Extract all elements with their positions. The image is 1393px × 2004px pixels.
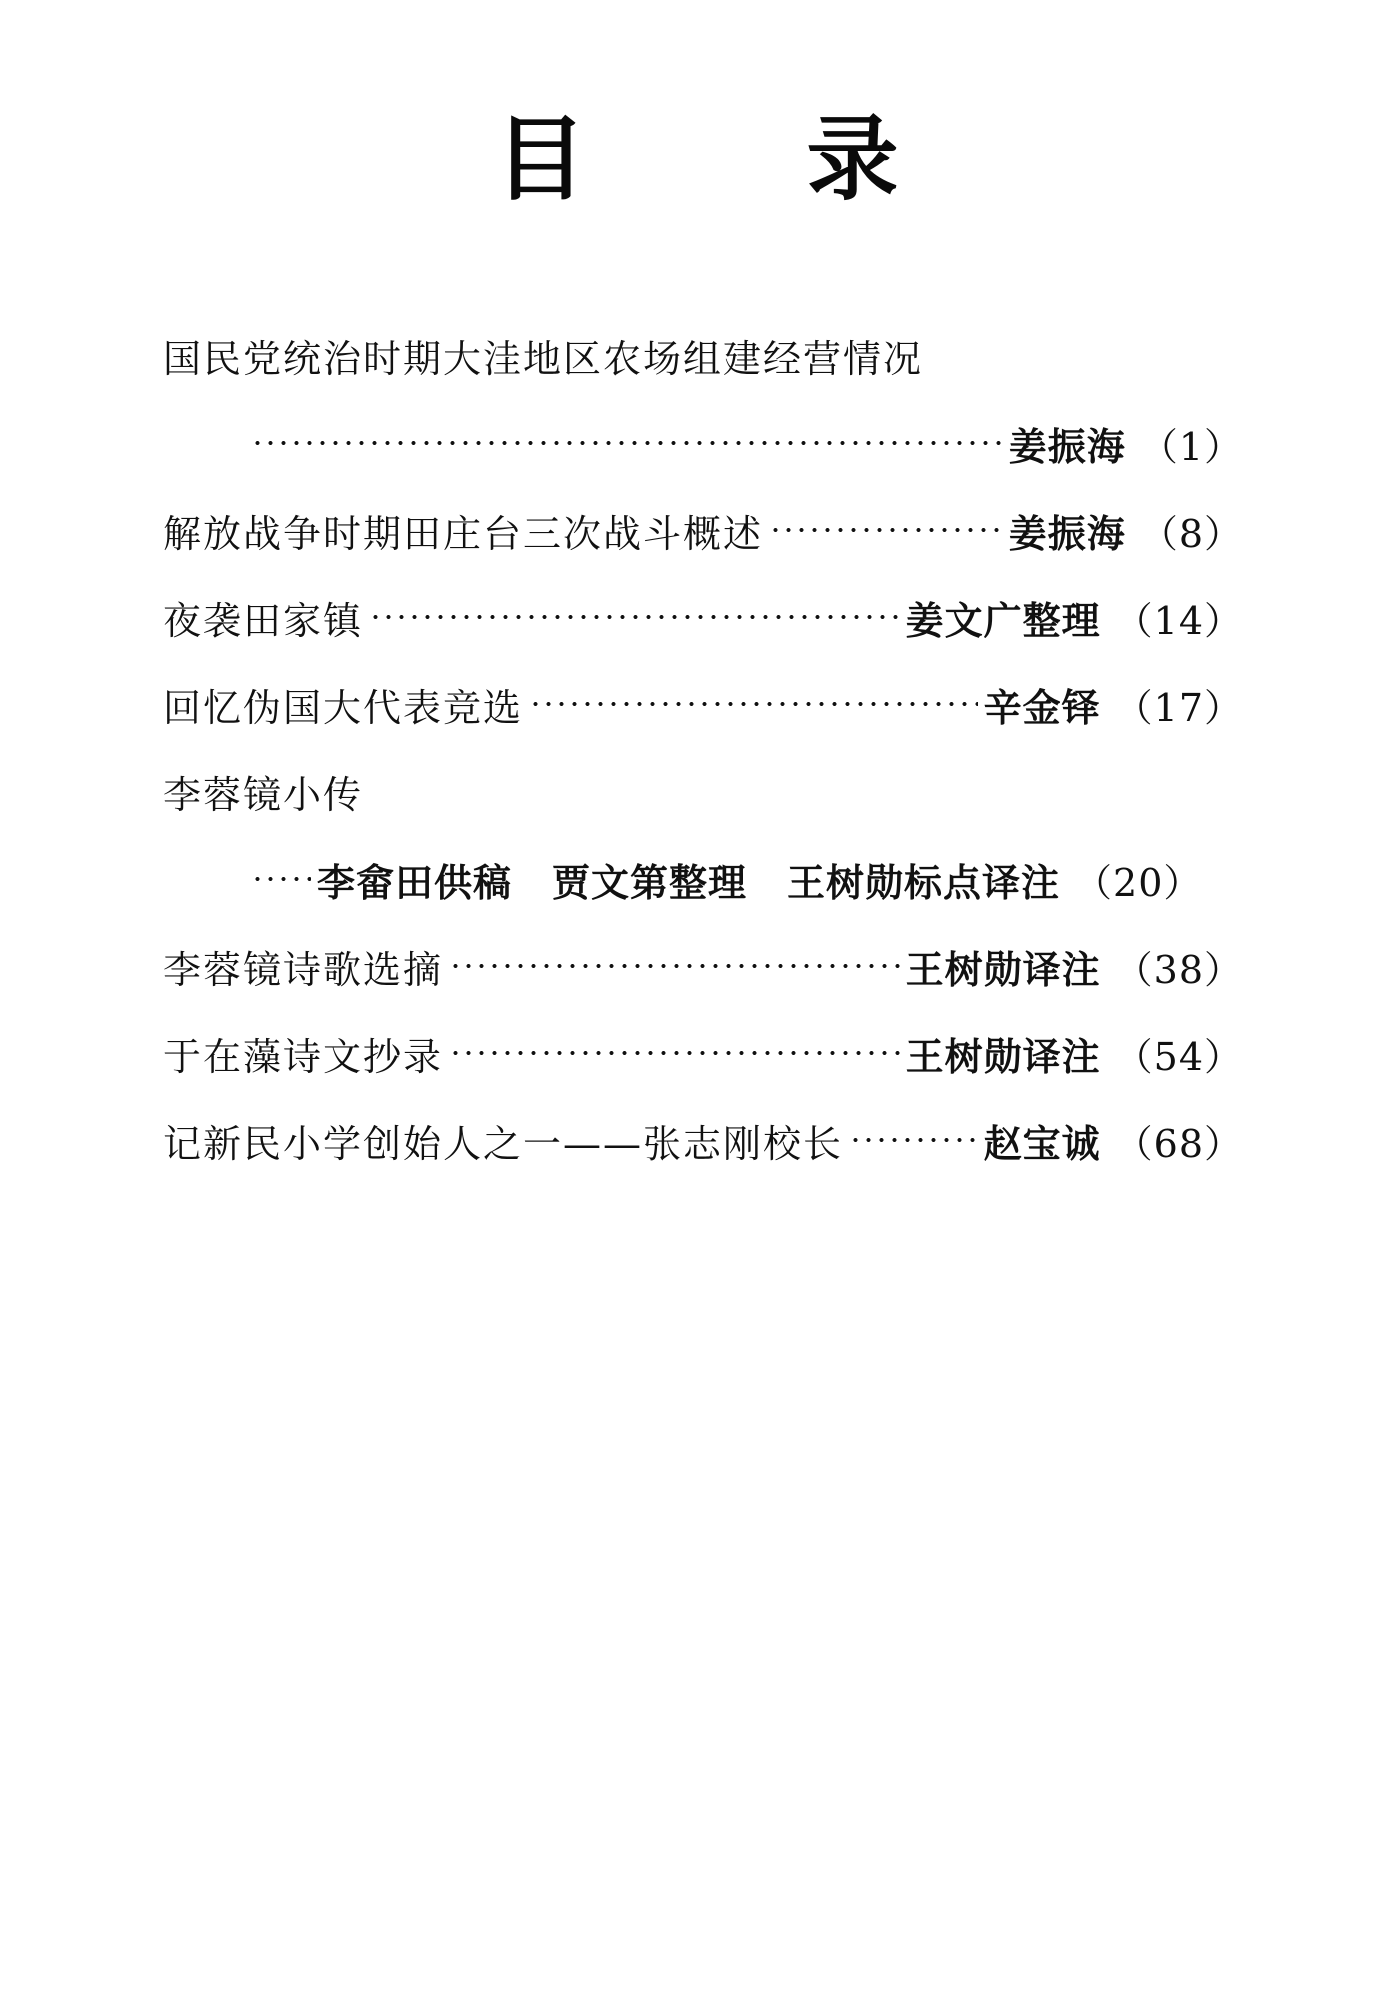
toc-entry-title-line [163, 327, 923, 383]
toc-entry [245, 415, 1243, 471]
dot-leader [529, 700, 978, 708]
dot-leader [449, 1049, 900, 1057]
toc-entry-title: 李蓉镜小传 [163, 772, 364, 817]
page-title-char-2: 录 [806, 106, 899, 213]
toc-entry-page: （8） [1139, 511, 1243, 556]
toc-entry-author: 赵宝诚 [983, 1121, 1101, 1166]
toc-entry [245, 851, 1243, 907]
toc-entry-title-line [163, 763, 363, 819]
toc-entry-credit: 贾文第整理 [552, 860, 748, 905]
toc-entry [163, 589, 1243, 645]
toc-entry [163, 938, 1243, 994]
toc-entry-author: 王树勋译注 [905, 1034, 1101, 1079]
dot-leader [369, 613, 900, 621]
dot-leader [449, 962, 900, 970]
dot-leader [769, 526, 1003, 534]
toc-entry-title: 李蓉镜诗歌选摘 [163, 947, 444, 992]
page-title [0, 106, 1393, 213]
toc-entry-author: 辛金铎 [983, 685, 1101, 730]
dot-leader [251, 439, 1003, 447]
toc-entry-title: 解放战争时期田庄台三次战斗概述 [163, 511, 764, 556]
toc-entry-page: （38） [1114, 947, 1243, 992]
toc-entry [163, 1112, 1243, 1168]
toc-entry-credit: 李畲田供稿 [317, 860, 513, 905]
toc-entry-title: 记新民小学创始人之一——张志刚校长 [163, 1121, 844, 1166]
toc-entry-author: 姜振海 [1008, 424, 1126, 469]
toc-entry-author: 姜文广整理 [905, 598, 1101, 643]
toc-entry-page: （54） [1114, 1034, 1243, 1079]
dot-leader [849, 1136, 978, 1144]
toc-entry [163, 676, 1243, 732]
toc-entry [163, 1025, 1243, 1081]
dot-leader [251, 875, 311, 883]
toc-entry-title: 夜袭田家镇 [163, 598, 364, 643]
toc-entry-page: （17） [1114, 685, 1243, 730]
toc-entry-credit: 王树勋标点译注 [787, 860, 1061, 905]
toc-entry-author: 王树勋译注 [905, 947, 1101, 992]
toc-entry [163, 502, 1243, 558]
toc-entry-page: （20） [1074, 860, 1203, 905]
page-title-char-1: 目 [494, 106, 587, 213]
toc-entry-title: 于在藻诗文抄录 [163, 1034, 444, 1079]
toc-entry-page: （68） [1114, 1121, 1243, 1166]
toc-entry-author: 姜振海 [1008, 511, 1126, 556]
toc-entry-page: （1） [1139, 424, 1243, 469]
toc-entry-title: 国民党统治时期大洼地区农场组建经营情况 [163, 336, 924, 381]
toc-entry-page: （14） [1114, 598, 1243, 643]
toc-entry-title: 回忆伪国大代表竞选 [163, 685, 524, 730]
